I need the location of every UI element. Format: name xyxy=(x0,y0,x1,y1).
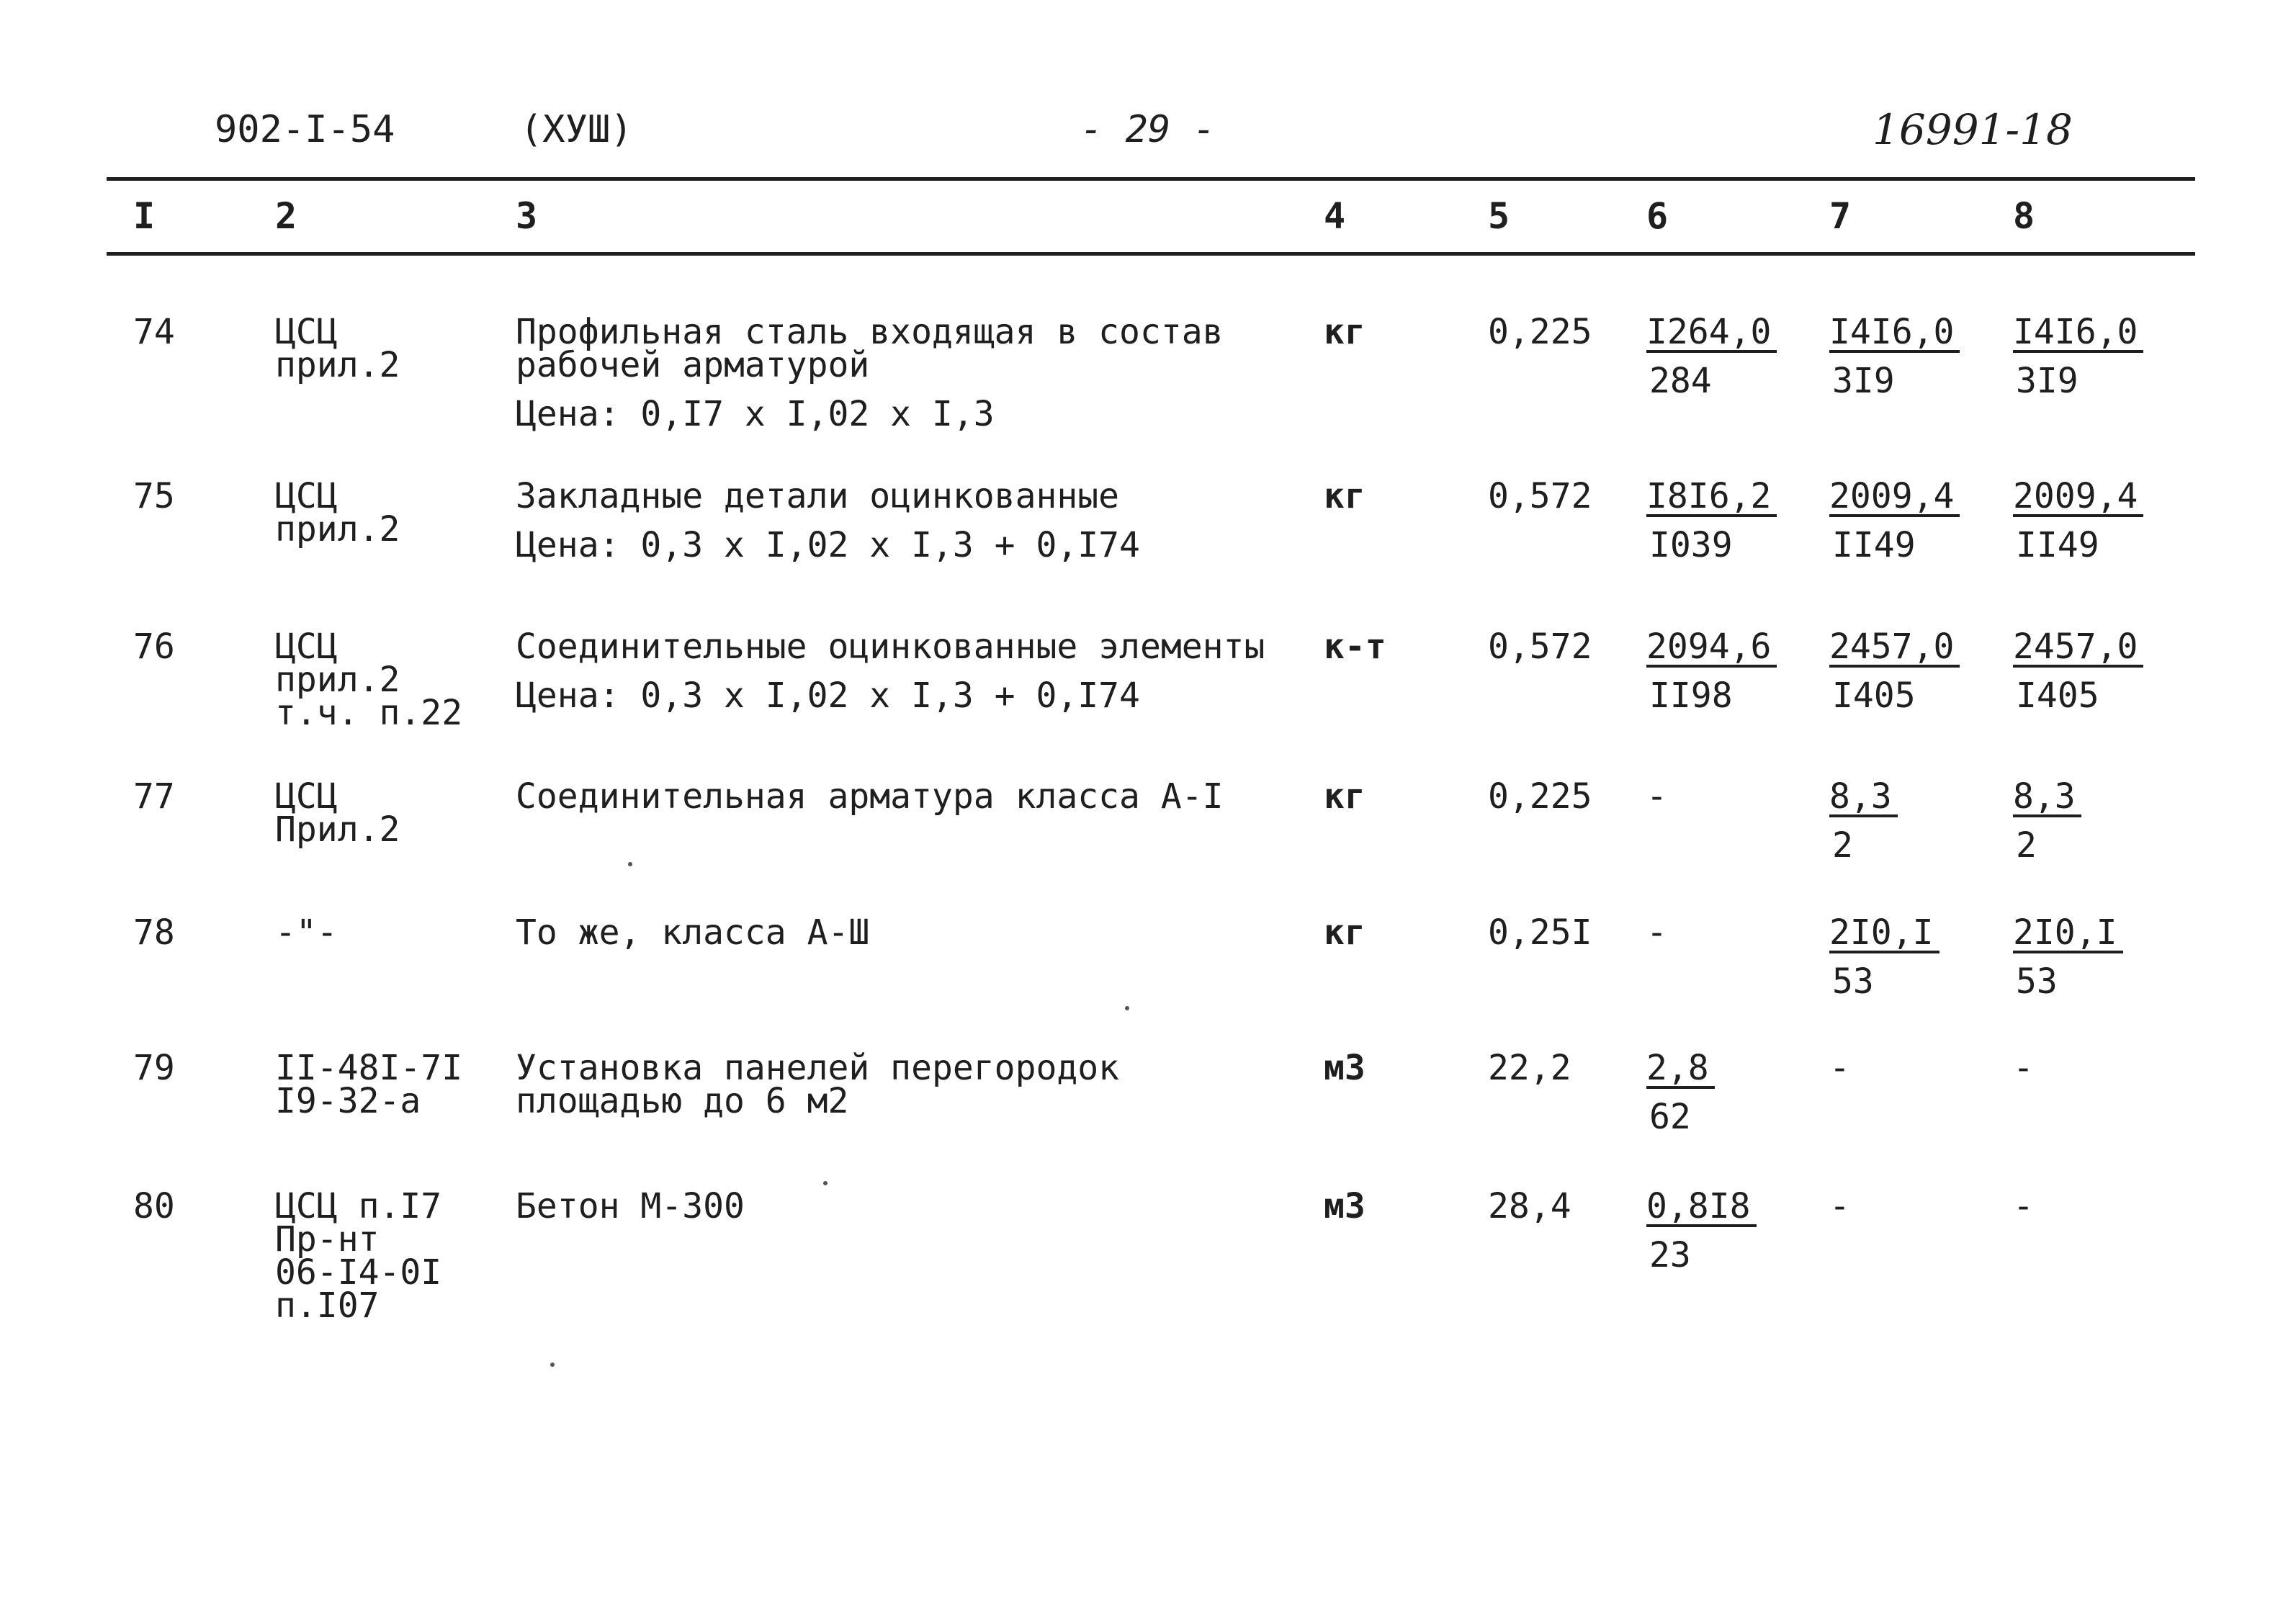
reference-line: ЦСЦ п.I7 xyxy=(275,1186,442,1226)
price-formula: Цена: 0,3 x I,02 x I,3 + 0,I74 xyxy=(516,675,1140,716)
fraction-numerator: 0,8I8 xyxy=(1646,1190,1757,1227)
fraction-value xyxy=(1829,476,1960,565)
fraction-denominator: 284 xyxy=(1649,361,1712,401)
quantity: 0,225 xyxy=(1488,776,1592,817)
unit: кг xyxy=(1324,312,1366,352)
description xyxy=(516,1186,745,1226)
dash-value: - xyxy=(1646,776,1667,817)
page-number: - 29 - xyxy=(1080,108,1216,151)
section-label: (ХУШ) xyxy=(520,108,633,151)
fraction-denominator: 53 xyxy=(2016,961,2058,1002)
cost-cell-7 xyxy=(1829,476,1960,565)
fraction-numerator: I8I6,2 xyxy=(1646,480,1777,517)
fraction-value xyxy=(1646,1186,1757,1275)
description-line: площадью до 6 м2 xyxy=(516,1081,849,1121)
document-code: 902-I-54 xyxy=(215,108,395,151)
row-number: 80 xyxy=(133,1186,175,1226)
fraction-denominator: II49 xyxy=(2016,525,2099,565)
cost-cell-6 xyxy=(1646,312,1777,401)
fraction-numerator: 8,3 xyxy=(1829,780,1898,817)
description-line: Закладные детали оцинкованные xyxy=(516,476,1120,516)
quantity: 0,225 xyxy=(1488,312,1592,352)
unit: м3 xyxy=(1324,1048,1366,1088)
cost-cell-6 xyxy=(1646,627,1777,716)
reference xyxy=(275,1048,463,1121)
fraction-numerator: 2457,0 xyxy=(1829,630,1960,668)
reference xyxy=(275,912,338,953)
row-number: 75 xyxy=(133,476,175,516)
dash-value: - xyxy=(1829,1186,1850,1226)
column-header-2: 2 xyxy=(275,195,297,237)
fraction-denominator: 3I9 xyxy=(1832,361,1895,401)
reference-line: ЦСЦ xyxy=(275,312,338,352)
reference-line: Пр-нт xyxy=(275,1219,380,1260)
description xyxy=(516,476,1140,565)
dash-value: - xyxy=(1646,912,1667,953)
fraction-numerator: 2009,4 xyxy=(2013,480,2143,517)
description xyxy=(516,627,1265,716)
fraction-value xyxy=(1829,312,1960,401)
fraction-denominator: II49 xyxy=(1832,525,1916,565)
cost-cell-6 xyxy=(1646,912,1667,953)
handwritten-doc-number: 16991-18 xyxy=(1873,105,2073,154)
scan-speck xyxy=(1125,1006,1129,1010)
description xyxy=(516,312,1224,434)
column-header-7: 7 xyxy=(1829,195,1852,237)
fraction-value xyxy=(1829,912,1940,1002)
cost-cell-6 xyxy=(1646,1186,1757,1275)
fraction-value xyxy=(2013,912,2123,1002)
cost-cell-8 xyxy=(2013,1186,2034,1226)
scan-speck xyxy=(823,1181,828,1185)
cost-cell-7 xyxy=(1829,312,1960,401)
reference-line: I9-32-а xyxy=(275,1081,421,1121)
description-line: Соединительные оцинкованные элементы xyxy=(516,627,1265,667)
fraction-numerator: I264,0 xyxy=(1646,315,1777,353)
column-header-1: I xyxy=(133,195,156,237)
reference-line: -"- xyxy=(275,912,338,953)
reference-line: ЦСЦ xyxy=(275,627,338,667)
cost-cell-7 xyxy=(1829,627,1960,716)
reference xyxy=(275,476,400,549)
fraction-denominator: 2 xyxy=(1832,825,1853,866)
reference-line: п.I07 xyxy=(275,1285,380,1326)
column-header-3: 3 xyxy=(516,195,538,237)
reference xyxy=(275,1186,442,1326)
reference-line: т.ч. п.22 xyxy=(275,693,463,733)
unit: к-т xyxy=(1324,627,1386,667)
fraction-denominator: 23 xyxy=(1649,1235,1691,1275)
fraction-numerator: 8,3 xyxy=(2013,780,2081,817)
fraction-denominator: 3I9 xyxy=(2016,361,2078,401)
fraction-denominator: I405 xyxy=(2016,675,2099,716)
fraction-denominator: 2 xyxy=(2016,825,2037,866)
fraction-numerator: I4I6,0 xyxy=(2013,315,2143,353)
unit: кг xyxy=(1324,912,1366,953)
fraction-value xyxy=(1646,476,1777,565)
scan-speck xyxy=(550,1363,555,1367)
reference xyxy=(275,776,400,850)
dash-value: - xyxy=(1829,1048,1850,1088)
description-line: рабочей арматурой xyxy=(516,345,870,385)
table-top-rule xyxy=(107,177,2195,181)
reference-line: Прил.2 xyxy=(275,809,400,850)
row-number: 76 xyxy=(133,627,175,667)
fraction-value xyxy=(2013,312,2143,401)
row-number: 74 xyxy=(133,312,175,352)
fraction-value xyxy=(1646,1048,1715,1137)
fraction-numerator: 2I0,I xyxy=(1829,916,1940,953)
cost-cell-8 xyxy=(2013,476,2143,565)
cost-cell-7 xyxy=(1829,912,1940,1002)
unit: кг xyxy=(1324,776,1366,817)
fraction-denominator: I039 xyxy=(1649,525,1733,565)
fraction-numerator: I4I6,0 xyxy=(1829,315,1960,353)
fraction-numerator: 2,8 xyxy=(1646,1051,1715,1089)
description xyxy=(516,1048,1120,1121)
reference-line: прил.2 xyxy=(275,660,400,700)
row-number: 77 xyxy=(133,776,175,817)
fraction-value xyxy=(1829,627,1960,716)
description xyxy=(516,912,870,953)
description-line: Соединительная арматура класса А-I xyxy=(516,776,1224,817)
price-formula: Цена: 0,3 x I,02 x I,3 + 0,I74 xyxy=(516,525,1140,565)
cost-cell-8 xyxy=(2013,627,2143,716)
quantity: 0,572 xyxy=(1488,627,1592,667)
description-line: То же, класса А-Ш xyxy=(516,912,870,953)
cost-cell-7 xyxy=(1829,1048,1850,1088)
quantity: 0,572 xyxy=(1488,476,1592,516)
cost-cell-6 xyxy=(1646,476,1777,565)
column-header-6: 6 xyxy=(1646,195,1669,237)
fraction-denominator: II98 xyxy=(1649,675,1733,716)
reference-line: прил.2 xyxy=(275,345,400,385)
fraction-value xyxy=(2013,627,2143,716)
unit: м3 xyxy=(1324,1186,1366,1226)
row-number: 79 xyxy=(133,1048,175,1088)
dash-value: - xyxy=(2013,1048,2034,1088)
fraction-value xyxy=(1646,312,1777,401)
fraction-value xyxy=(1646,627,1777,716)
cost-cell-8 xyxy=(2013,776,2081,866)
price-formula: Цена: 0,I7 x I,02 x I,3 xyxy=(516,394,995,434)
fraction-numerator: 2009,4 xyxy=(1829,480,1960,517)
description-line: Профильная сталь входящая в состав xyxy=(516,312,1224,352)
cost-cell-6 xyxy=(1646,776,1667,817)
reference-line: ЦСЦ xyxy=(275,776,338,817)
description-line: Установка панелей перегородок xyxy=(516,1048,1120,1088)
fraction-numerator: 2I0,I xyxy=(2013,916,2123,953)
fraction-denominator: 62 xyxy=(1649,1097,1691,1137)
reference xyxy=(275,627,463,733)
description xyxy=(516,776,1224,817)
fraction-denominator: I405 xyxy=(1832,675,1916,716)
fraction-numerator: 2094,6 xyxy=(1646,630,1777,668)
unit: кг xyxy=(1324,476,1366,516)
fraction-value xyxy=(2013,476,2143,565)
reference-line: ЦСЦ xyxy=(275,476,338,516)
cost-cell-8 xyxy=(2013,312,2143,401)
dash-value: - xyxy=(2013,1186,2034,1226)
fraction-value xyxy=(1829,776,1898,866)
reference xyxy=(275,312,400,385)
column-header-5: 5 xyxy=(1488,195,1510,237)
row-number: 78 xyxy=(133,912,175,953)
fraction-numerator: 2457,0 xyxy=(2013,630,2143,668)
fraction-denominator: 53 xyxy=(1832,961,1874,1002)
description-line: Бетон М-300 xyxy=(516,1186,745,1226)
fraction-value xyxy=(2013,776,2081,866)
quantity: 22,2 xyxy=(1488,1048,1571,1088)
scan-speck xyxy=(628,862,632,866)
column-header-8: 8 xyxy=(2013,195,2035,237)
cost-cell-8 xyxy=(2013,912,2123,1002)
reference-line: прил.2 xyxy=(275,509,400,549)
column-header-4: 4 xyxy=(1324,195,1346,237)
cost-cell-7 xyxy=(1829,776,1898,866)
cost-cell-7 xyxy=(1829,1186,1850,1226)
reference-line: II-48I-7I xyxy=(275,1048,463,1088)
reference-line: 06-I4-0I xyxy=(275,1252,442,1293)
quantity: 0,25I xyxy=(1488,912,1592,953)
quantity: 28,4 xyxy=(1488,1186,1571,1226)
cost-cell-8 xyxy=(2013,1048,2034,1088)
cost-cell-6 xyxy=(1646,1048,1715,1137)
table-header-rule xyxy=(107,252,2195,256)
